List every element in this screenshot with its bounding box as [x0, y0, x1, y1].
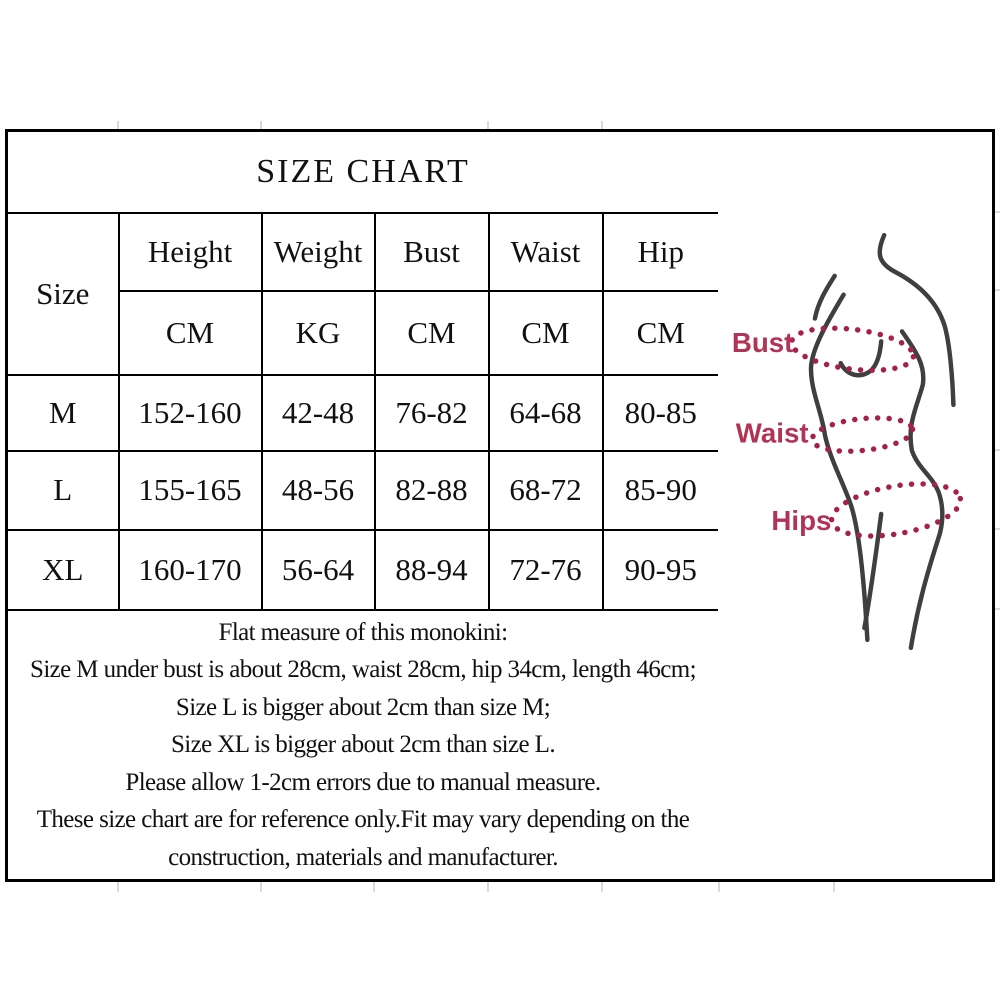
notes-row	[7, 610, 720, 881]
note-line: Size L is bigger about 2cm than size M;	[175, 693, 551, 721]
unit-bust: CM	[375, 291, 489, 375]
chart-title: SIZE CHART	[7, 131, 720, 213]
size-chart-table	[5, 129, 721, 882]
column-header-weight: Weight	[262, 213, 375, 291]
value-cell: 68-72	[489, 451, 603, 530]
size-cell: M	[7, 375, 119, 451]
grid-artifact-tick	[260, 121, 262, 129]
note-line: construction, materials and manufacturer.	[168, 843, 558, 871]
body-silhouette-sketch	[811, 235, 953, 648]
column-header-bust: Bust	[375, 213, 489, 291]
grid-artifact-tick	[260, 882, 262, 892]
value-cell: 48-56	[262, 451, 375, 530]
column-header-height: Height	[119, 213, 262, 291]
table-row-xl	[7, 530, 720, 610]
grid-artifact-tick	[995, 289, 1000, 291]
grid-artifact-tick	[117, 121, 119, 129]
column-header-size: Size	[7, 213, 119, 375]
grid-artifact-tick	[995, 608, 1000, 610]
size-cell: XL	[7, 530, 119, 610]
unit-waist: CM	[489, 291, 603, 375]
value-cell: 152-160	[119, 375, 262, 451]
grid-artifact-tick	[487, 121, 489, 129]
grid-artifact-tick	[601, 121, 603, 129]
grid-artifact-tick	[995, 449, 1000, 451]
table-row-m	[7, 375, 720, 451]
value-cell: 42-48	[262, 375, 375, 451]
bust-label: Bust	[731, 327, 794, 359]
value-cell: 90-95	[603, 530, 720, 610]
value-cell: 85-90	[603, 451, 720, 530]
size-cell: L	[7, 451, 119, 530]
bust-measure-ellipse	[789, 322, 916, 376]
value-cell: 88-94	[375, 530, 489, 610]
column-header-hip: Hip	[603, 213, 720, 291]
value-cell: 155-165	[119, 451, 262, 530]
table-row-l	[7, 451, 720, 530]
hips-label: Hips	[771, 504, 832, 536]
grid-artifact-tick	[487, 882, 489, 892]
note-line: Size XL is bigger about 2cm than size L.	[171, 731, 555, 758]
grid-artifact-tick	[833, 882, 835, 892]
measurement-figure-panel	[718, 129, 995, 882]
note-line: Flat measure of this monokini:	[218, 618, 508, 646]
unit-hip: CM	[603, 291, 720, 375]
value-cell: 160-170	[119, 530, 262, 610]
unit-weight: KG	[262, 291, 375, 375]
grid-artifact-tick	[995, 528, 1000, 530]
body-measurement-figure	[718, 132, 992, 879]
grid-artifact-tick	[718, 882, 720, 892]
note-line: Size M under bust is about 28cm, waist 28cm, hip 34cm, length 46cm;	[30, 656, 696, 683]
unit-height: CM	[119, 291, 262, 375]
value-cell: 64-68	[489, 375, 603, 451]
value-cell: 76-82	[375, 375, 489, 451]
grid-artifact-tick	[601, 882, 603, 892]
column-header-waist: Waist	[489, 213, 603, 291]
waist-label: Waist	[735, 417, 809, 449]
measure-notes	[7, 610, 720, 881]
grid-artifact-tick	[373, 882, 375, 892]
value-cell: 56-64	[262, 530, 375, 610]
value-cell: 72-76	[489, 530, 603, 610]
value-cell: 82-88	[375, 451, 489, 530]
value-cell: 80-85	[603, 375, 720, 451]
note-line: These size chart are for reference only.Fit may vary depending on the	[36, 806, 690, 833]
grid-artifact-tick	[117, 882, 119, 892]
grid-artifact-tick	[995, 211, 1000, 213]
note-line: Please allow 1-2cm errors due to manual measure.	[125, 768, 601, 796]
